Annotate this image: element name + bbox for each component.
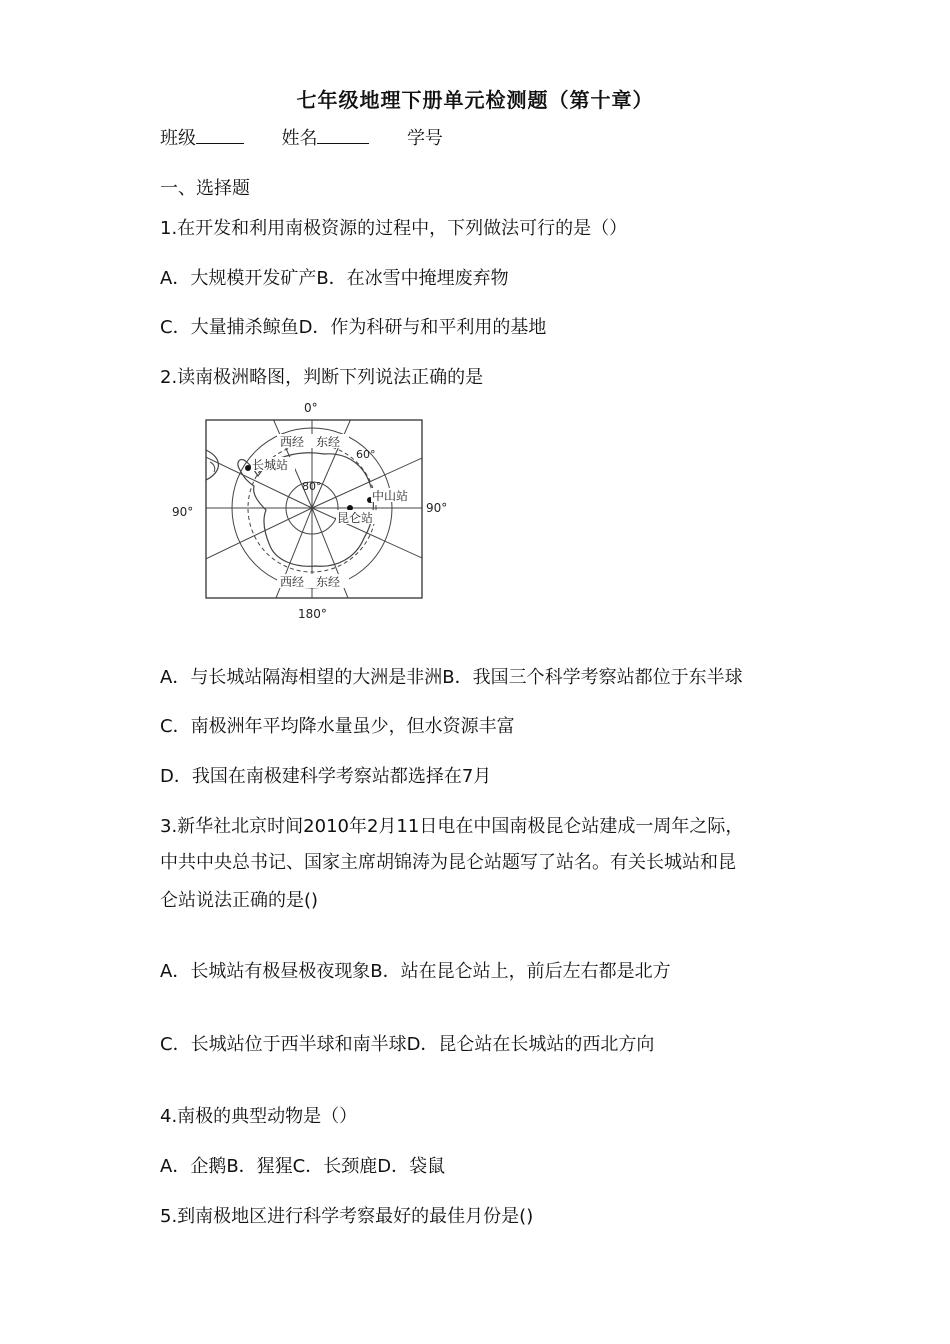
q4-stem: 4.南极的典型动物是（） xyxy=(160,1106,358,1127)
label-east-bottom: 东经 xyxy=(316,575,341,589)
label-changcheng: 长城站 xyxy=(252,458,289,472)
label-90e: 90° xyxy=(426,501,448,515)
antarctica-map xyxy=(166,398,466,628)
label-180deg: 180° xyxy=(298,607,327,621)
q2-options-ab: A．与长城站隔海相望的大洲是非洲B．我国三个科学考察站都位于东半球 xyxy=(160,667,743,688)
label-west-bottom: 西经 xyxy=(280,575,305,589)
q2-option-c: C．南极洲年平均降水量虽少，但水资源丰富 xyxy=(160,716,515,737)
q5-stem: 5.到南极地区进行科学考察最好的最佳月份是() xyxy=(160,1206,534,1227)
changcheng-station-dot xyxy=(245,465,251,471)
label-90w: 90° xyxy=(172,505,194,519)
page-title: 七年级地理下册单元检测题（第十章） xyxy=(296,88,654,112)
south-america-tip xyxy=(206,450,218,480)
class-blank[interactable] xyxy=(196,125,244,144)
q1-stem: 1.在开发和利用南极资源的过程中，下列做法可行的是（） xyxy=(160,218,628,239)
q4-options: A．企鹅B．猩猩C．长颈鹿D．袋鼠 xyxy=(160,1156,446,1177)
label-east-top: 东经 xyxy=(316,435,341,449)
label-80deg: 80° xyxy=(302,480,322,493)
name-blank[interactable] xyxy=(317,125,369,144)
name-label: 姓名 xyxy=(281,128,318,149)
q1-options-cd: C．大量捕杀鲸鱼D．作为科研与和平利用的基地 xyxy=(160,317,547,338)
student-id-label: 学号 xyxy=(406,128,443,149)
q3-options-cd: C．长城站位于西半球和南半球D．昆仑站在长城站的西北方向 xyxy=(160,1034,655,1055)
q3-stem-line3: 仑站说法正确的是() xyxy=(160,890,319,911)
q3-stem-line2: 中共中央总书记、国家主席胡锦涛为昆仑站题写了站名。有关长城站和昆 xyxy=(160,852,736,873)
label-west-top: 西经 xyxy=(280,435,305,449)
q1-options-ab: A．大规模开发矿产B．在冰雪中掩埋废弃物 xyxy=(160,268,509,289)
section-heading: 一、选择题 xyxy=(160,178,250,199)
label-zhongshan: 中山站 xyxy=(372,489,409,503)
q2-option-d: D．我国在南极建科学考察站都选择在7月 xyxy=(160,766,492,787)
class-label: 班级 xyxy=(160,128,196,149)
student-info-line xyxy=(160,124,443,150)
q3-options-ab: A．长城站有极昼极夜现象B．站在昆仑站上，前后左右都是北方 xyxy=(160,961,671,982)
label-0deg: 0° xyxy=(304,401,318,415)
q3-stem-line1: 3.新华社北京时间2010年2月11日电在中国南极昆仑站建成一周年之际， xyxy=(160,816,744,837)
q2-stem: 2.读南极洲略图，判断下列说法正确的是 xyxy=(160,367,484,388)
label-60deg: 60° xyxy=(356,448,376,461)
label-kunlun: 昆仑站 xyxy=(337,511,374,525)
